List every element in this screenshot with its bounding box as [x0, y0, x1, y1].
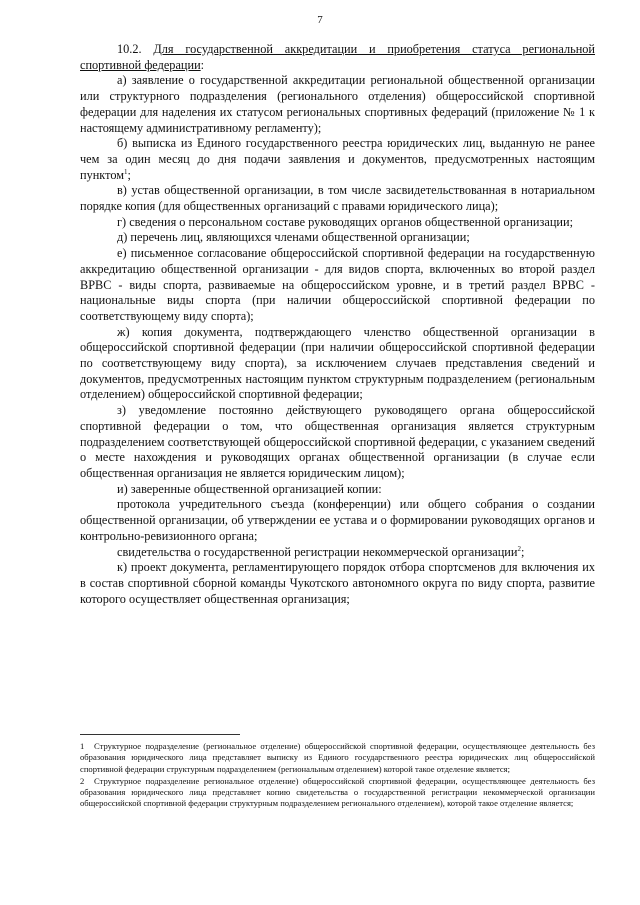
list-item-b-text: б) выписка из Единого государственного реестра юридических лиц, выданную не ранее чем за один месяц до дня подачи заявления и документов, предусмотренных настоящим пунктом [80, 136, 595, 182]
list-item-d: д) перечень лиц, являющихся членами общественной организации; [117, 230, 470, 245]
footnote-1 [80, 741, 595, 775]
list-item-k: к) проект документа, регламентирующего порядок отбора спортсменов для включения их в состав спортивной сборной команды Чукотского автономного округа по виду спорта, развитие которого осуществляет общественная организация; [80, 560, 595, 606]
list-item-a: а) заявление о государственной аккредитации региональной общественной организации или структурного подразделения (регионального отделения) общероссийской спортивной федерации для наделения их статусом региональных спортивных федераций (приложение № 1 к настоящему административному регламенту); [80, 73, 595, 135]
list-item-g: г) сведения о персональном составе руководящих органов общественной организации; [117, 214, 573, 229]
list-item-b-end: ; [127, 167, 131, 182]
list-item-i-sub-2 [80, 545, 595, 561]
footnote-ref-2[interactable]: 2 [517, 544, 521, 553]
section-title-colon: : [200, 57, 205, 72]
list-item-e: е) письменное согласование общероссийской спортивной федерации на государственную аккредитацию общественной организации - для видов спорта, включенных во второй раздел ВРВС - виды спорта, развиваемые на общероссийском уровне, и в третий раздел ВРВС - национальные виды спорта (при наличии общероссийской спортивной федерации по соответствующему виду спорта); [80, 246, 595, 323]
list-item-zh: ж) копия документа, подтверждающего членство общественной организации в общероссийской спортивной федерации (при наличии общероссийской спортивной федерации по соответствующему виду спорта), за исключением случаев представления сведений и документов, предусмотренных настоящим пунктом структурным подразделением (региональным отделением) общероссийской спортивной федерации; [80, 324, 595, 402]
list-item-b [80, 136, 595, 183]
list-item-i-sub-1: протокола учредительного съезда (конференции) или общего собрания о создании общественной организации, об утверждении ее устава и о формировании руководящих органов и контрольно-ревизионного органа; [80, 497, 595, 543]
section-number: 10.2. [117, 42, 142, 56]
footnote-1-text: Структурное подразделение (региональное отделение) общероссийской спортивной федерации, осуществляющее деятельность без образования юридического лица представляет выписку из Единого государственного реестра юридических лиц общероссийской спортивной федерации структурным подразделением (региональным отделением) которой такое отделение является; [80, 741, 595, 774]
list-item-v: в) устав общественной организации, в том числе засвидетельствованная в нотариальном порядке копия (для общественных организаций с правами юридического лица); [80, 183, 595, 214]
list-item-z: з) уведомление постоянно действующего руководящего органа общероссийской спортивной федерации о том, что общественная организация является структурным подразделением соответствующей общероссийской спортивной федерации, с указанием сведений о месте нахождения и руководящих органах общественной организации (в случае если общественная организация не является юридическим лицом); [80, 403, 595, 480]
footnotes [80, 741, 595, 811]
footnote-2-number: 2 [80, 775, 85, 786]
list-item-i: и) заверенные общественной организацией копии: [117, 481, 382, 496]
section-heading [80, 42, 595, 73]
list-item-i-sub-2-end: ; [520, 544, 525, 559]
footnote-divider [80, 734, 240, 735]
document-body [80, 42, 595, 607]
footnote-ref-1[interactable]: 1 [124, 167, 128, 176]
page-number: 7 [317, 14, 323, 26]
footnote-2-text: Структурное подразделение региональное отделение) общероссийской спортивной федерации, осуществляющее деятельность без образования юридического лица представляет копию свидетельства о государственной регистрации некоммерческой организации общероссийской спортивной федерации структурным подразделением регионального отделением), которой такое отделение является; [80, 775, 595, 809]
footnote-2 [80, 776, 595, 810]
list-item-i-sub-2-text: свидетельства о государственной регистрации некоммерческой организации [117, 544, 518, 559]
footnote-1-number: 1 [80, 741, 85, 751]
section-title: Для государственной аккредитации и приобретения статуса региональной спортивной федерации [80, 42, 596, 72]
